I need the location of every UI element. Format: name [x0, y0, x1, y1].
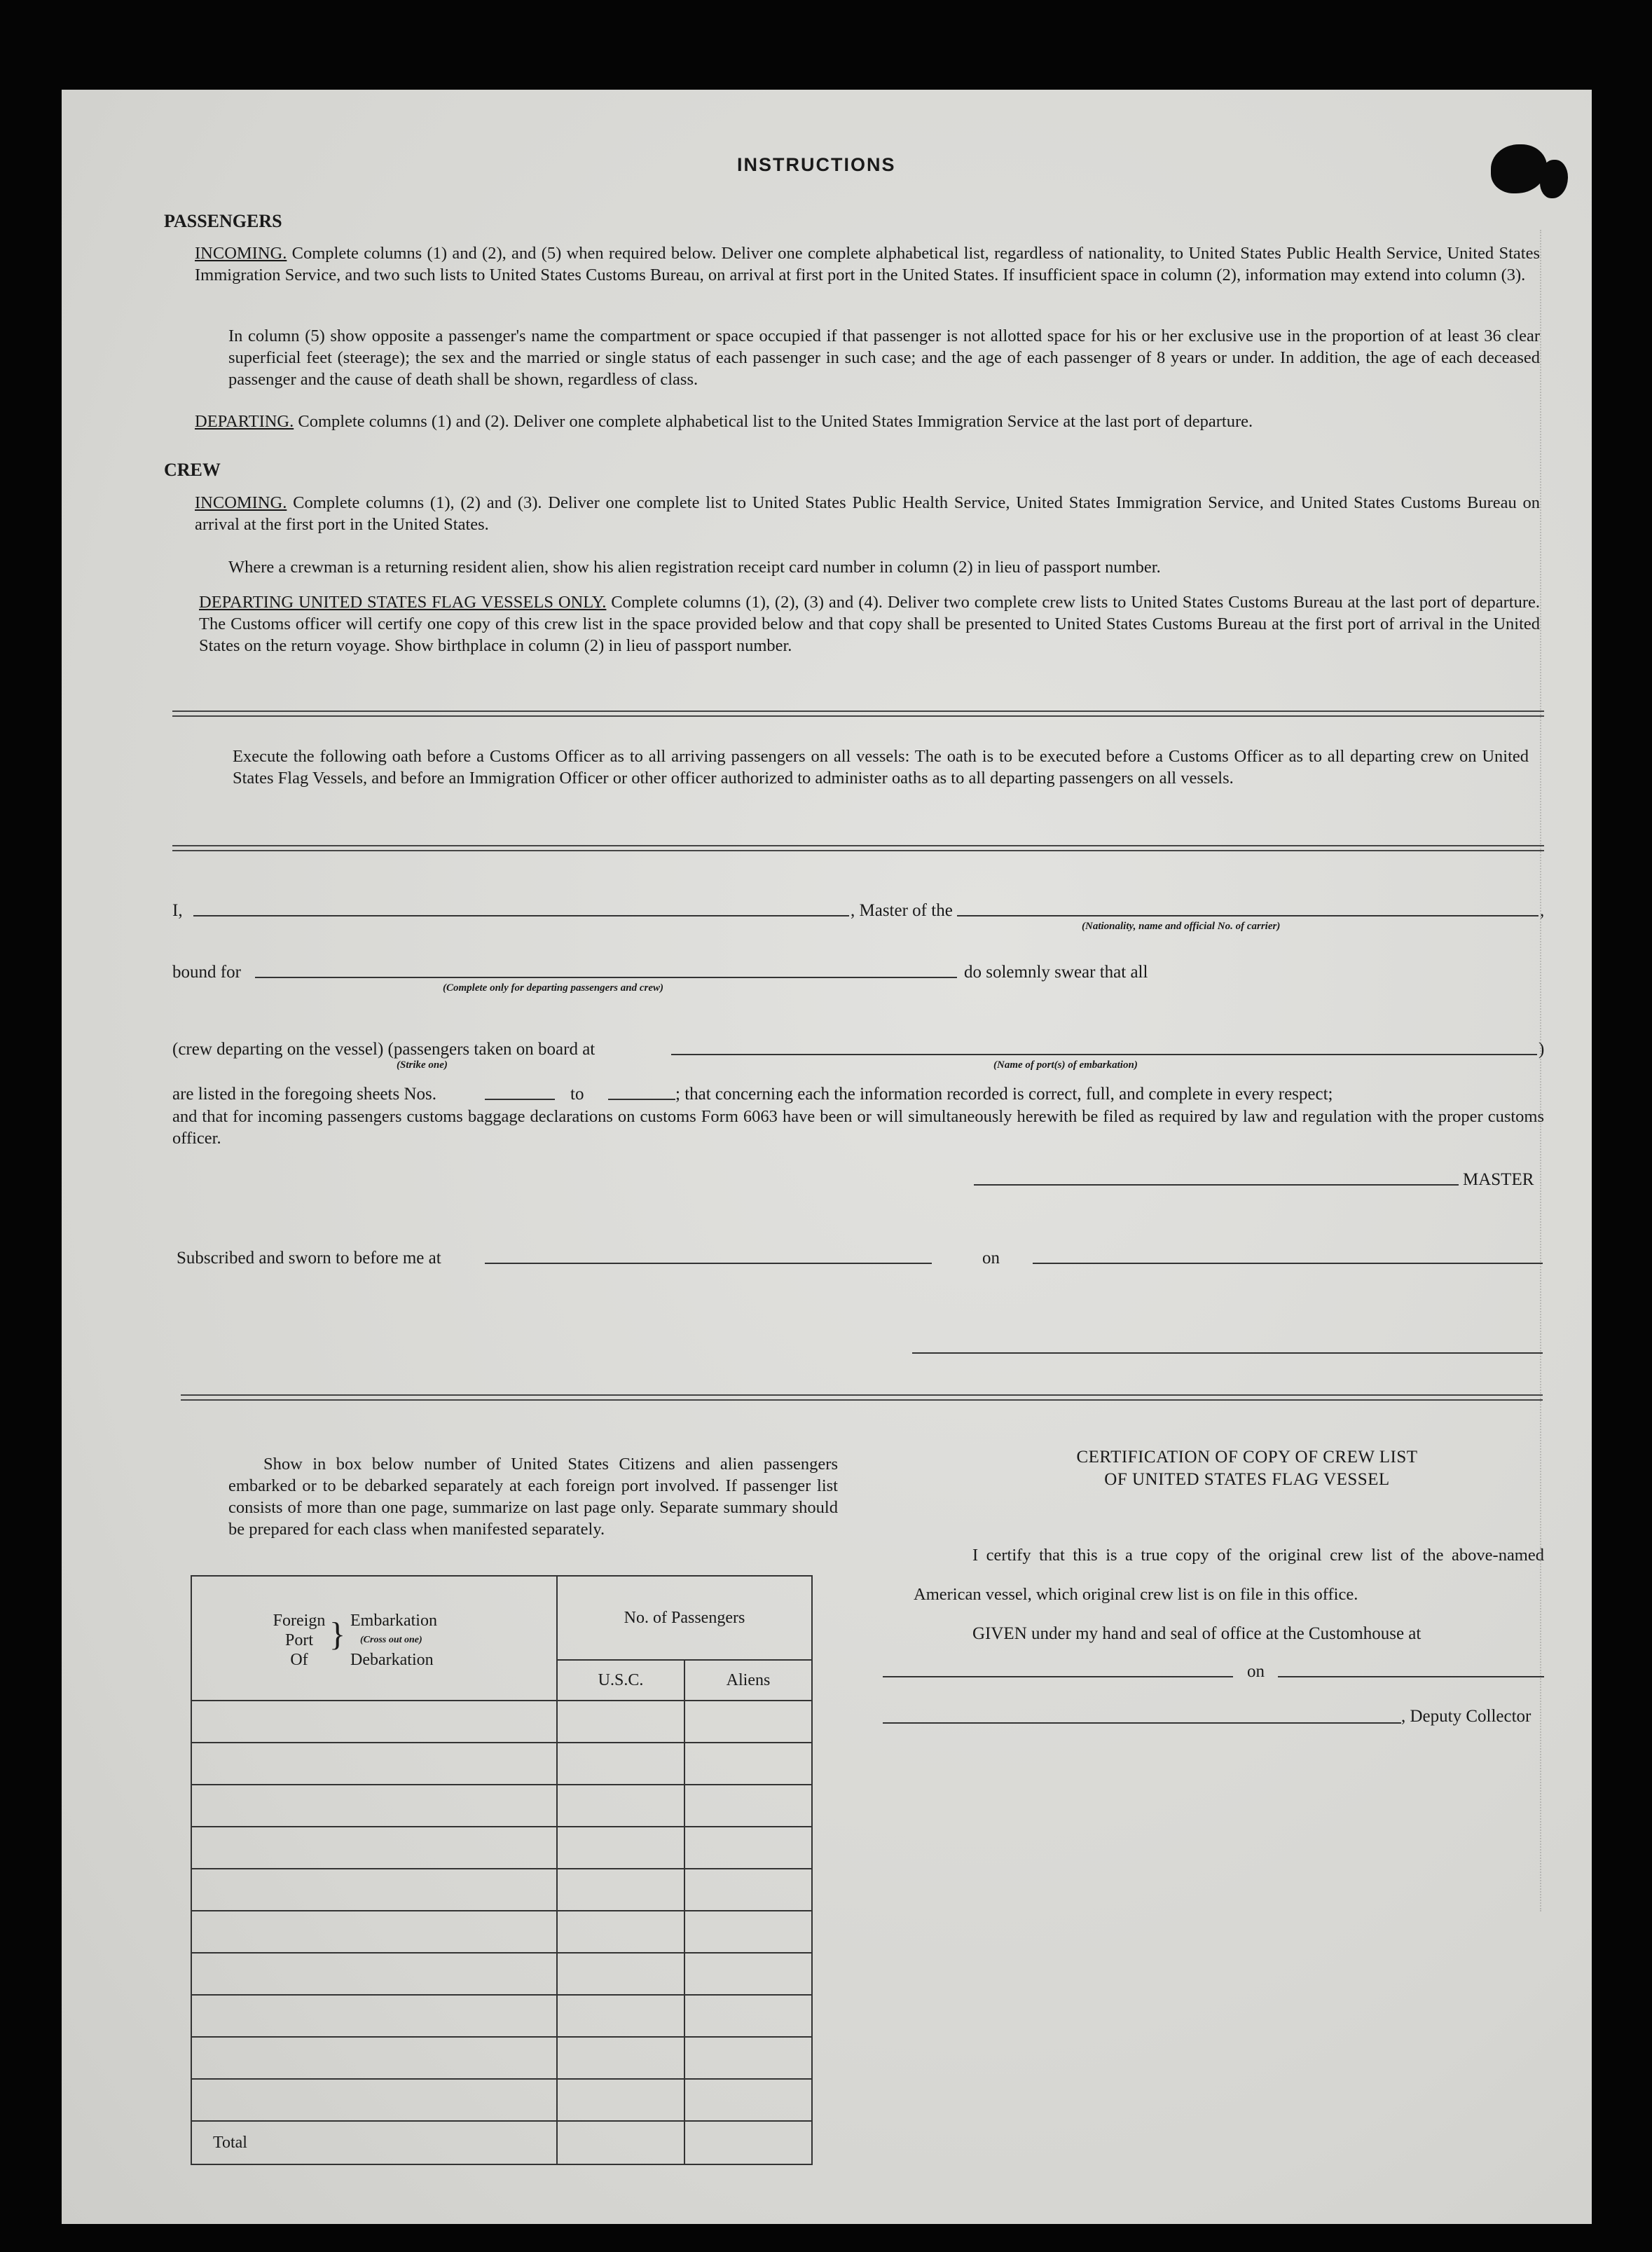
bound-hint: (Complete only for departing passengers and crew)	[443, 982, 663, 994]
carrier-field[interactable]	[957, 915, 1539, 916]
aliens-cell[interactable]	[684, 1995, 812, 2037]
customhouse-place-field[interactable]	[883, 1676, 1233, 1677]
port-cell[interactable]	[191, 1995, 557, 2037]
passengers-departing-paragraph	[195, 411, 1547, 432]
total-label: Total	[191, 2121, 557, 2164]
oath-i-label: I,	[172, 901, 183, 920]
total-aliens-cell[interactable]	[684, 2121, 812, 2164]
debarkation-label: Debarkation	[350, 1651, 434, 1669]
baggage-paragraph: and that for incoming passengers customs baggage declarations on customs Form 6063 have been or will simultaneously herewith be filed as required by law and regulation with the proper customs officer.	[172, 1107, 1544, 1148]
oath-divider	[172, 845, 1544, 851]
ink-blot-small	[1540, 160, 1568, 198]
aliens-cell[interactable]	[684, 2037, 812, 2079]
aliens-header: Aliens	[684, 1660, 812, 1701]
passengers-departing-text: Complete columns (1) and (2). Deliver one complete alphabetical list to the United States Immigration Service at the last port of departure.	[298, 412, 1253, 431]
certify-paragraph: I certify that this is a true copy of the original crew list of the above-named American vessel, which original crew list is on file in this office.	[914, 1546, 1544, 1604]
oath-intro-paragraph: Execute the following oath before a Customs Officer as to all arriving passengers on all vessels: The oath is to be executed before a Customs Officer as to all departing crew on United States Flag Vessels, and before an Immigration Officer or other officer authorized to administer oaths as to all departing passengers on all vessels.	[233, 747, 1529, 788]
ports-hint: (Name of port(s) of embarkation)	[993, 1059, 1138, 1071]
crew-alien-paragraph: Where a crewman is a returning resident alien, show his alien registration receipt card number in column (2) in lieu of passport number.	[228, 558, 1161, 577]
aliens-cell[interactable]	[684, 1701, 812, 1743]
passengers-incoming-text: Complete columns (1) and (2), and (5) when required below. Deliver one complete alphabetical list, regardless of nationality, to United States Public Health Service, United States Immigration Service, and two such lists to United States Customs Bureau, on arrival at first port in the United States. If insufficient space in column (2), information may extend into column (3).	[195, 244, 1540, 284]
master-of-label: , Master of the	[851, 901, 953, 920]
usc-cell[interactable]	[557, 1827, 684, 1869]
usc-cell[interactable]	[557, 2037, 684, 2079]
usc-cell[interactable]	[557, 1701, 684, 1743]
aliens-cell[interactable]	[684, 1953, 812, 1995]
usc-cell[interactable]	[557, 1953, 684, 1995]
no-passengers-header: No. of Passengers	[557, 1576, 812, 1660]
crew-incoming-text: Complete columns (1), (2) and (3). Deliver one complete list to United States Public Health Service, United States Immigration Service, and United States Customs Bureau on arrival at the first port in the United States.	[195, 493, 1540, 534]
column5-paragraph: In column (5) show opposite a passenger's name the compartment or space occupied if that passenger is not allotted space for his or her exclusive use in the proportion of at least 36 clear superficial feet (steerage); the sex and the married or single status of each passenger in such case; and the age of each passenger of 8 years or under. In addition, the age of each deceased passenger and the cause of death shall be shown, regardless of class.	[228, 327, 1540, 389]
port-cell[interactable]	[191, 1911, 557, 1953]
subscribed-on-label: on	[982, 1249, 1000, 1268]
summary-instructions: Show in box below number of United States Citizens and alien passengers embarked or to be debarked separately at each foreign port involved. If passenger list consists of more than one page, summarize on last page only. Separate summary should be prepared for each class when manifested separately.	[228, 1455, 838, 1539]
passengers-incoming-label: INCOMING.	[195, 244, 287, 263]
page-title: INSTRUCTIONS	[737, 154, 896, 175]
given-text: GIVEN under my hand and seal of office at the Customhouse at	[972, 1624, 1422, 1643]
swear-label: do solemnly swear that all	[964, 963, 1148, 982]
passengers-heading: PASSENGERS	[164, 211, 282, 231]
crew-departing-paragraph	[199, 591, 1540, 657]
usc-cell[interactable]	[557, 1995, 684, 2037]
aliens-cell[interactable]	[684, 1743, 812, 1785]
usc-cell[interactable]	[557, 1785, 684, 1827]
master-signature-field[interactable]	[974, 1184, 1459, 1186]
passengers-departing-label: DEPARTING.	[195, 412, 294, 431]
sheets-label: are listed in the foregoing sheets Nos.	[172, 1085, 436, 1104]
passengers-incoming-paragraph	[195, 242, 1540, 286]
crew-departing-label: DEPARTING UNITED STATES FLAG VESSELS ONLY.	[199, 593, 607, 612]
port-cell[interactable]	[191, 1785, 557, 1827]
form-page	[62, 90, 1592, 2224]
subscribed-place-field[interactable]	[485, 1263, 932, 1264]
embarkation-ports-field[interactable]	[671, 1054, 1537, 1055]
passenger-summary-table	[191, 1575, 813, 2165]
sheet-from-field[interactable]	[485, 1099, 555, 1100]
of-label: Of	[290, 1651, 308, 1669]
sheets-to-label: to	[570, 1085, 584, 1104]
deputy-collector-label: , Deputy Collector	[1401, 1707, 1531, 1726]
subscribed-date-field[interactable]	[1033, 1263, 1543, 1264]
usc-cell[interactable]	[557, 2079, 684, 2121]
bottom-divider	[181, 1394, 1543, 1401]
port-cell[interactable]	[191, 1827, 557, 1869]
crew-incoming-paragraph	[195, 492, 1540, 535]
foreign-label: Foreign	[273, 1612, 326, 1630]
cross-out-hint: (Cross out one)	[360, 1635, 422, 1645]
bound-for-label: bound for	[172, 963, 241, 982]
aliens-cell[interactable]	[684, 1869, 812, 1911]
close-paren: )	[1539, 1040, 1545, 1059]
port-cell[interactable]	[191, 1743, 557, 1785]
sheets-continuation: ; that concerning each the information recorded is correct, full, and complete in every respect;	[675, 1085, 1333, 1104]
trailing-comma: ,	[1540, 901, 1545, 920]
certification-title-2: OF UNITED STATES FLAG VESSEL	[1104, 1470, 1390, 1489]
aliens-cell[interactable]	[684, 1911, 812, 1953]
usc-cell[interactable]	[557, 1869, 684, 1911]
total-usc-cell[interactable]	[557, 2121, 684, 2164]
port-cell[interactable]	[191, 1869, 557, 1911]
usc-cell[interactable]	[557, 1743, 684, 1785]
master-name-field[interactable]	[193, 915, 849, 916]
certification-on-label: on	[1247, 1662, 1265, 1681]
crew-heading: CREW	[164, 460, 221, 480]
port-cell[interactable]	[191, 2037, 557, 2079]
embarkation-label: Embarkation	[350, 1612, 437, 1630]
master-label: MASTER	[1463, 1170, 1534, 1189]
ink-blot	[1491, 144, 1547, 193]
port-cell[interactable]	[191, 1953, 557, 1995]
sheet-to-field[interactable]	[608, 1099, 675, 1100]
aliens-cell[interactable]	[684, 1827, 812, 1869]
port-cell[interactable]	[191, 1701, 557, 1743]
section-divider	[172, 710, 1544, 717]
usc-header: U.S.C.	[557, 1660, 684, 1701]
port-label: Port	[284, 1631, 313, 1649]
carrier-hint: (Nationality, name and official No. of carrier)	[1082, 921, 1281, 932]
deputy-signature-field[interactable]	[883, 1722, 1401, 1724]
officer-signature-field[interactable]	[912, 1352, 1543, 1354]
crew-departing-label: (crew departing on the vessel) (passengers taken on board at	[172, 1040, 596, 1059]
port-cell[interactable]	[191, 2079, 557, 2121]
bound-for-field[interactable]	[255, 977, 957, 978]
aliens-cell[interactable]	[684, 2079, 812, 2121]
crew-incoming-label: INCOMING.	[195, 493, 287, 512]
certification-date-field[interactable]	[1278, 1676, 1544, 1677]
strike-hint: (Strike one)	[397, 1059, 448, 1071]
certification-title-1: CERTIFICATION OF COPY OF CREW LIST	[1076, 1448, 1418, 1467]
usc-cell[interactable]	[557, 1911, 684, 1953]
subscribed-label: Subscribed and sworn to before me at	[177, 1249, 441, 1268]
crew-departing-text: Complete columns (1), (2), (3) and (4). Deliver two complete crew lists to United States Customs Bureau at the last port of departure. The Customs officer will certify one copy of this crew list in the space provided below and that copy shall be presented to United States Customs Bureau at the first port of arrival in the United States on the return voyage. Show birthplace in column (2) in lieu of passport number.	[199, 593, 1540, 655]
bleed-through-column	[1540, 230, 1583, 1911]
port-header-cell: Foreign Port Of } Embarkation (Cross out one) Debarkation	[191, 1576, 557, 1701]
aliens-cell[interactable]	[684, 1785, 812, 1827]
